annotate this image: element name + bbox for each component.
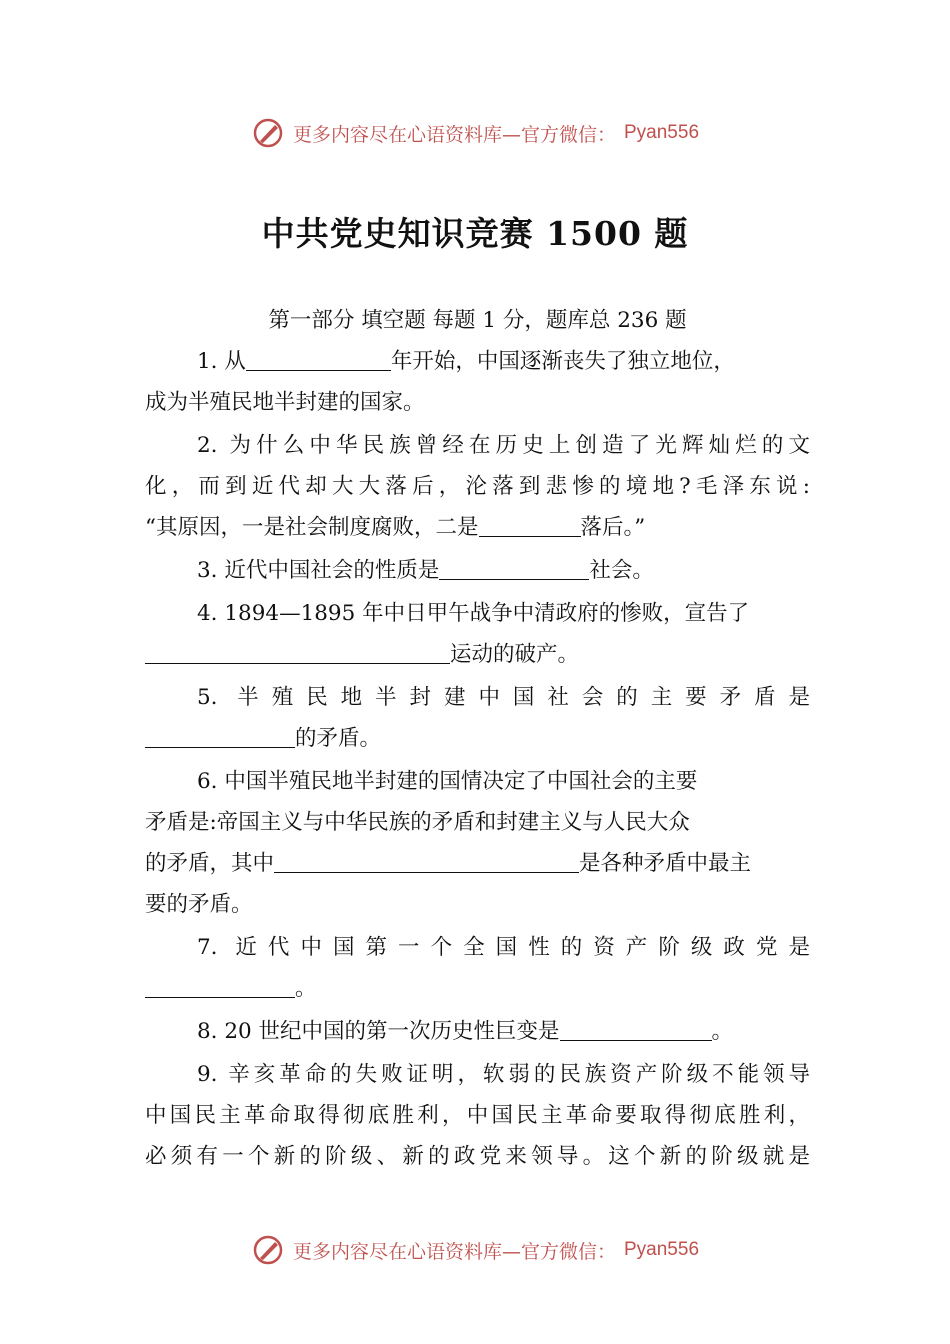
- q6-text-a: 的矛盾，其中: [145, 851, 275, 876]
- q8-text-b: 。: [711, 1019, 734, 1044]
- brush-logo-icon: [251, 1233, 285, 1267]
- document-body: [145, 300, 810, 1177]
- q9-line-2: 中国民主革命取得彻底胜利，中国民主革命要取得彻底胜利，: [145, 1103, 810, 1128]
- q7-line-1: 7. 近代中国第一个全国性的资产阶级政党是: [197, 935, 810, 960]
- q1-text-a: 1. 从: [197, 349, 246, 374]
- watermark-text: 更多内容尽在心语资料库—官方微信：: [292, 123, 616, 146]
- q9-line-1: 9. 辛亥革命的失败证明，软弱的民族资产阶级不能领导: [197, 1062, 810, 1087]
- q4-blank: [145, 637, 450, 664]
- q5-line-1: 5. 半殖民地半封建中国社会的主要矛盾是: [197, 685, 810, 710]
- q7-blank: [145, 971, 295, 998]
- question-4: [145, 593, 810, 675]
- q3-blank: [439, 553, 589, 580]
- q4-text-b: 运动的破产。: [450, 642, 580, 667]
- watermark-wechat-id: Pyan556: [624, 122, 700, 143]
- document-title: 中共党史知识竞赛 1500 题: [261, 214, 689, 253]
- q1-blank: [246, 344, 391, 371]
- q8-blank: [560, 1014, 712, 1041]
- question-8: [145, 1011, 810, 1052]
- q1-text-b: 年开始，中国逐渐丧失了独立地位，: [390, 349, 735, 374]
- q7-text-b: 。: [295, 976, 317, 1001]
- q2-blank: [479, 510, 581, 537]
- question-9: [145, 1054, 810, 1177]
- brush-logo-icon: [251, 116, 285, 150]
- section-header: 第一部分 填空题 每题 1 分，题库总 236 题: [268, 308, 687, 333]
- q4-line-1: 4. 1894—1895 年中日甲午战争中清政府的惨败，宣告了: [197, 601, 750, 626]
- q2-text-a: “其原因，一是社会制度腐败，二是: [145, 515, 479, 540]
- q3-text-b: 社会。: [589, 558, 654, 583]
- q6-line-2: 矛盾是:帝国主义与中华民族的矛盾和封建主义与人民大众: [145, 810, 690, 835]
- question-7: [145, 927, 810, 1009]
- q9-line-3: 必须有一个新的阶级、新的政党来领导。这个新的阶级就是: [145, 1144, 810, 1169]
- watermark-text: 更多内容尽在心语资料库—官方微信：: [292, 1240, 616, 1263]
- q8-text-a: 8. 20 世纪中国的第一次历史性巨变是: [197, 1019, 560, 1044]
- question-6: [145, 761, 810, 925]
- q6-blank: [274, 846, 579, 873]
- q6-text-b: 是各种矛盾中最主: [579, 851, 752, 876]
- q6-line-4: 要的矛盾。: [145, 892, 253, 917]
- q1-line-2: 成为半殖民地半封建的国家。: [145, 390, 425, 415]
- question-1: [145, 341, 810, 423]
- q2-line-2: 化，而到近代却大大落后，沦落到悲惨的境地?毛泽东说:: [145, 474, 810, 499]
- watermark-footer: [0, 1233, 950, 1267]
- watermark-wechat-id: Pyan556: [624, 1239, 700, 1260]
- q2-line-1: 2. 为什么中华民族曾经在历史上创造了光辉灿烂的文: [197, 433, 810, 458]
- q6-line-1: 6. 中国半殖民地半封建的国情决定了中国社会的主要: [197, 769, 698, 794]
- question-2: [145, 425, 810, 548]
- question-5: [145, 677, 810, 759]
- q3-text-a: 3. 近代中国社会的性质是: [197, 558, 440, 583]
- watermark-header: [0, 116, 950, 150]
- q2-text-b: 落后。”: [580, 515, 646, 540]
- q5-text-b: 的矛盾。: [295, 726, 382, 751]
- q5-blank: [145, 721, 295, 748]
- question-3: [145, 550, 810, 591]
